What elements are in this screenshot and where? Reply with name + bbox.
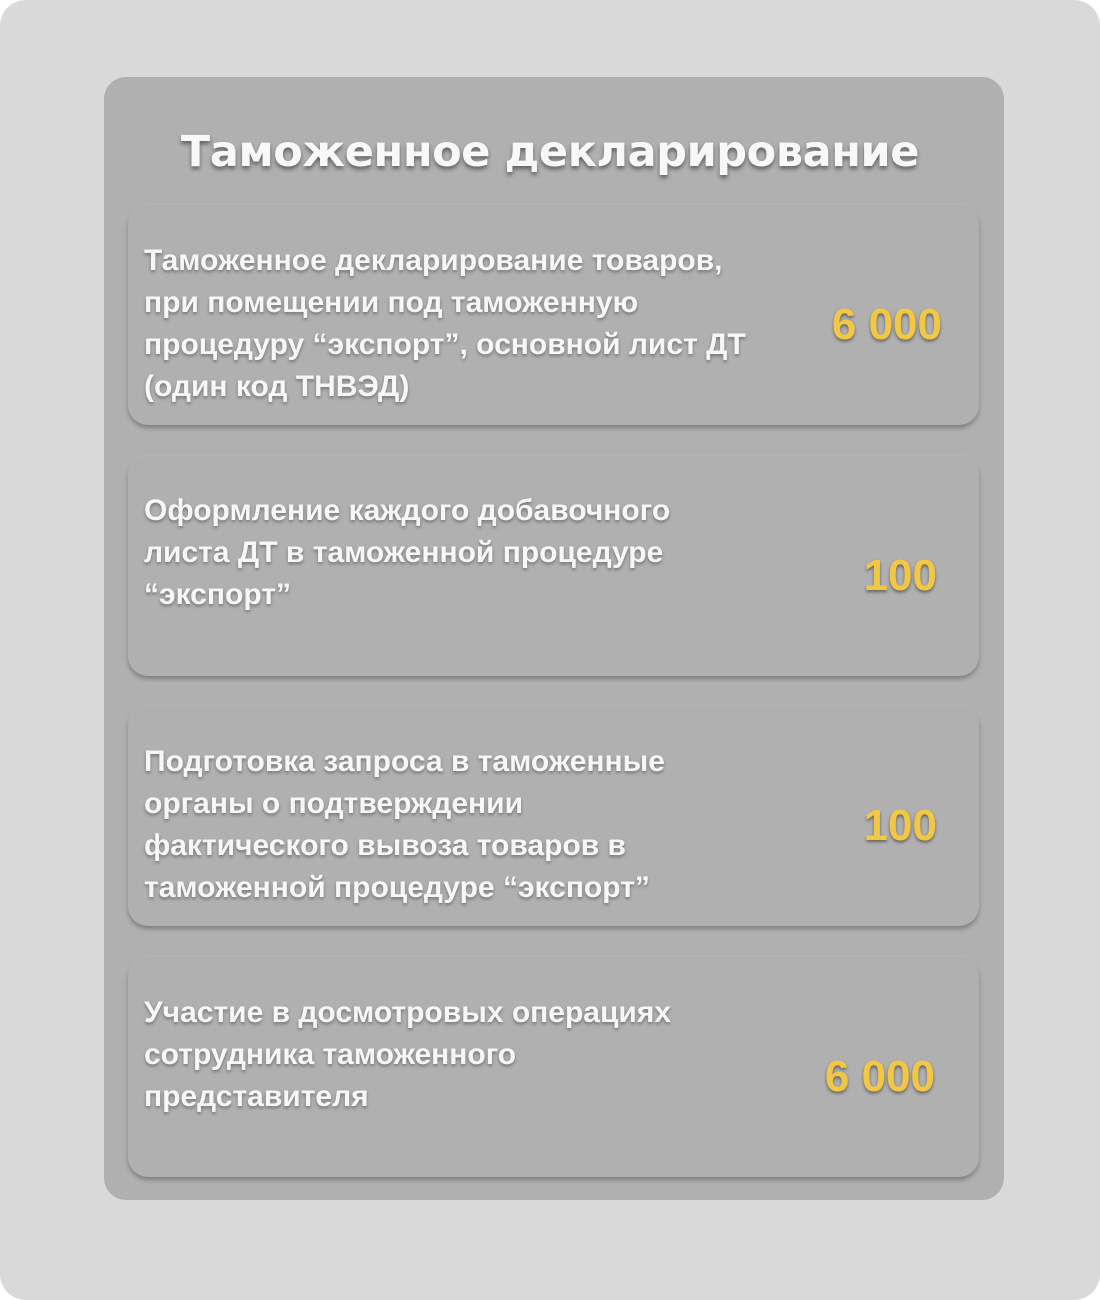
service-price: 100 [863,551,937,600]
service-card-inspection [128,957,979,1177]
service-price: 100 [863,801,937,850]
service-price: 6 000 [831,300,942,349]
service-description: Участие в досмотровых операциях сотрудника таможенного представителя [144,996,672,1113]
service-card-export-declaration [128,205,979,425]
panel-title: Таможенное декларирование [180,127,920,177]
service-description: Подготовка запроса в таможенные органы о подтверждении фактического вывоза товаров в таможенной процедуре “экспорт” [144,745,665,904]
service-card-additional-sheet [128,456,979,676]
service-price: 6 000 [824,1052,935,1101]
service-card-export-confirmation [128,706,979,926]
service-description: Таможенное декларирование товаров, при помещении под таможенную процедуру “экспорт”, основной лист ДТ (один код ТНВЭД) [144,244,746,403]
service-description: Оформление каждого добавочного листа ДТ в таможенной процедуре “экспорт” [144,494,671,611]
